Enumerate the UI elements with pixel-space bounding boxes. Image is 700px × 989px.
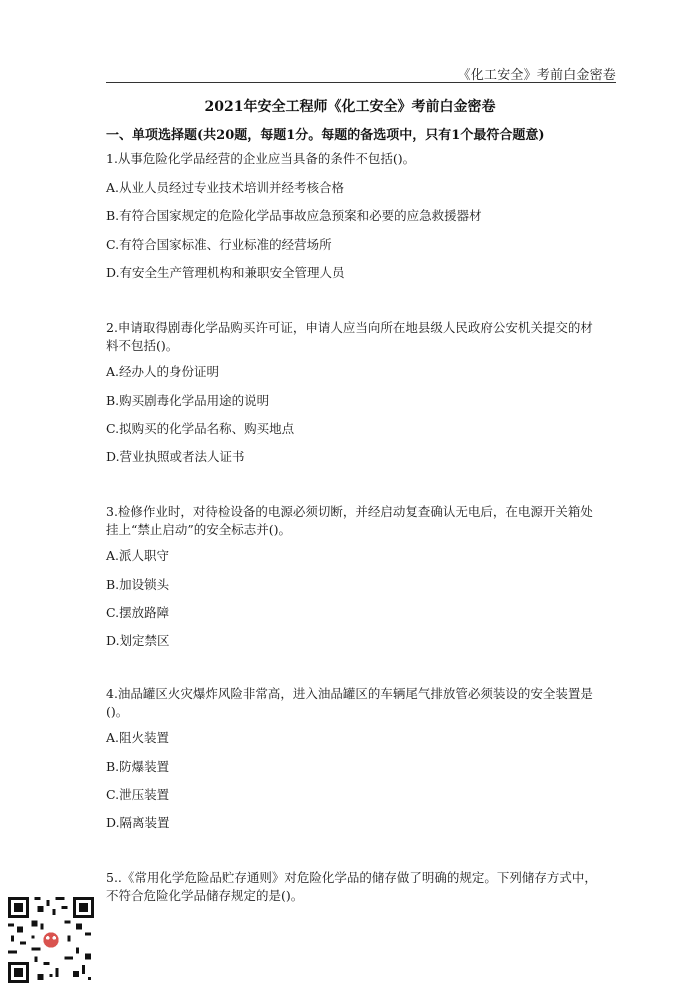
question-5-stem-line2: 不符合危险化学品储存规定的是()。	[106, 888, 304, 903]
question-4-option-b: B.防爆装置	[106, 759, 170, 774]
section-heading: 一、单项选择题(共20题，每题1分。每题的备选项中，只有1个最符合题意)	[106, 128, 545, 143]
page-title: 2021年安全工程师《化工安全》考前白金密卷	[204, 99, 496, 115]
question-4-option-d: D.隔离装置	[106, 815, 170, 830]
question-1-option-c: C.有符合国家标准、行业标准的经营场所	[106, 237, 332, 252]
qr-code-icon	[8, 897, 94, 983]
question-2-option-a: A.经办人的身份证明	[106, 364, 220, 379]
question-3-option-b: B.加设锁头	[106, 577, 170, 592]
question-2-option-b: B.购买剧毒化学品用途的说明	[106, 393, 270, 408]
question-3-option-a: A.派人职守	[106, 548, 170, 563]
question-2-option-c: C.拟购买的化学品名称、购买地点	[106, 421, 295, 436]
question-3-option-d: D.划定禁区	[106, 633, 170, 648]
question-4-stem-line1: 4.油品罐区火灾爆炸风险非常高，进入油品罐区的车辆尾气排放管必须装设的安全装置是	[106, 686, 593, 701]
question-3-option-c: C.摆放路障	[106, 605, 170, 620]
question-1-option-a: A.从业人员经过专业技术培训并经考核合格	[106, 180, 345, 195]
question-4-stem-line2: ()。	[106, 704, 129, 719]
header-rule	[106, 82, 616, 83]
header-note: 《化工安全》考前白金密卷	[457, 68, 616, 83]
question-3-stem-line1: 3.检修作业时，对待检设备的电源必须切断，并经启动复查确认无电后，在电源开关箱处	[106, 504, 593, 519]
question-2-option-d: D.营业执照或者法人证书	[106, 449, 245, 464]
question-4-option-c: C.泄压装置	[106, 787, 170, 802]
question-1-option-b: B.有符合国家规定的危险化学品事故应急预案和必要的应急救援器材	[106, 208, 482, 223]
question-2-stem-line1: 2.申请取得剧毒化学品购买许可证，申请人应当向所在地县级人民政府公安机关提交的材	[106, 320, 593, 335]
question-2-stem-line2: 料不包括()。	[106, 338, 179, 353]
question-3-stem-line2: 挂上“禁止启动”的安全标志并()。	[106, 522, 292, 537]
question-5-stem-line1: 5..《常用化学危险品贮存通则》对危险化学品的储存做了明确的规定。下列储存方式中，	[106, 870, 597, 885]
question-1-option-d: D.有安全生产管理机构和兼职安全管理人员	[106, 265, 345, 280]
question-1-stem: 1.从事危险化学品经营的企业应当具备的条件不包括()。	[106, 151, 416, 166]
question-4-option-a: A.阻火装置	[106, 730, 170, 745]
